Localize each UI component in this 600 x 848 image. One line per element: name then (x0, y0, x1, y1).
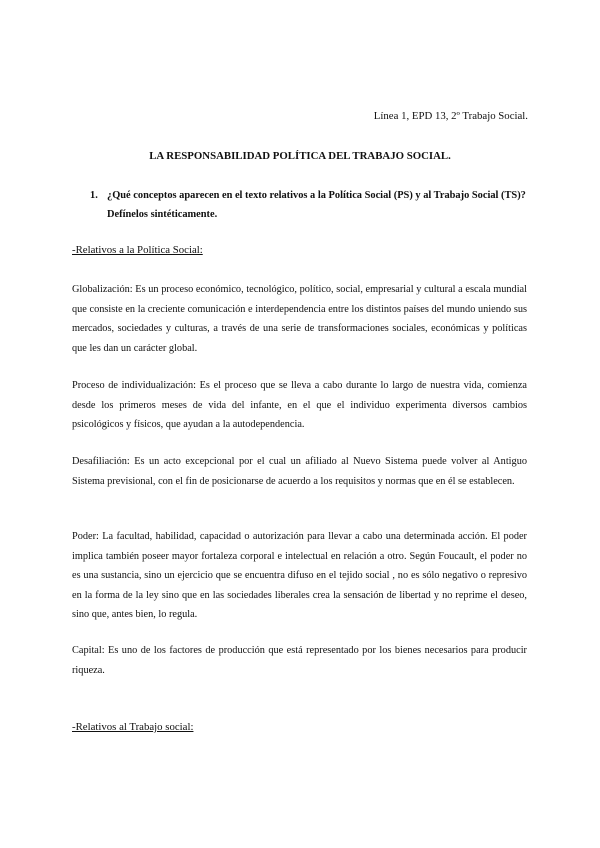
question-number: 1. (90, 190, 98, 201)
paragraph-individualizacion: Proceso de individualización: Es el proceso que se lleva a cabo durante lo largo de nuestra vida, comienza desde los primeros meses de vida del infante, en el que el individuo experimenta diversos cambios psicológicos y físicos, que ayudan a la autodependencia. (72, 380, 527, 430)
header-line: Línea 1, EPD 13, 2º Trabajo Social. (373, 110, 528, 122)
section-heading-politica-social: -Relativos a la Política Social: (72, 244, 203, 256)
question-text: ¿Qué conceptos aparecen en el texto relativos a la Política Social (PS) y al Trabajo Social (TS)? Defínelos sintéticamente. (107, 190, 526, 220)
paragraph-poder: Poder: La facultad, habilidad, capacidad o autorización para llevar a cabo una determinada acción. El poder implica también poseer mayor fortaleza corporal e intelectual en relación a otro. Según Foucault, el poder no es una sustancia, sino un ejercicio que se encuentra difuso en el tejido social , no es sólo negativo o represivo en la forma de la ley sino que en las sociedades liberales crea la sensación de libertad y no reprime el deseo, sino que, antes bien, lo regula. (72, 531, 527, 620)
paragraph-capital: Capital: Es uno de los factores de producción que está representado por los bienes necesarios para producir riqueza. (72, 645, 527, 676)
question-1 (90, 186, 530, 224)
paragraph-globalizacion: Globalización: Es un proceso económico, tecnológico, político, social, empresarial y cultural a escala mundial que consiste en la creciente comunicación e interdependencia entre los distintos países del mundo uniendo sus mercados, sociedades y culturas, a través de una serie de transformaciones sociales, económicas y políticas que les dan un carácter global. (72, 284, 527, 354)
section-heading-trabajo-social: -Relativos al Trabajo social: (72, 721, 194, 733)
document-title: LA RESPONSABILIDAD POLÍTICA DEL TRABAJO SOCIAL. (149, 150, 451, 162)
paragraph-desafiliacion: Desafiliación: Es un acto excepcional por el cual un afiliado al Nuevo Sistema puede volver al Antiguo Sistema previsional, con el fin de posicionarse de acuerdo a los requisitos y normas que en él se establecen. (72, 456, 527, 487)
